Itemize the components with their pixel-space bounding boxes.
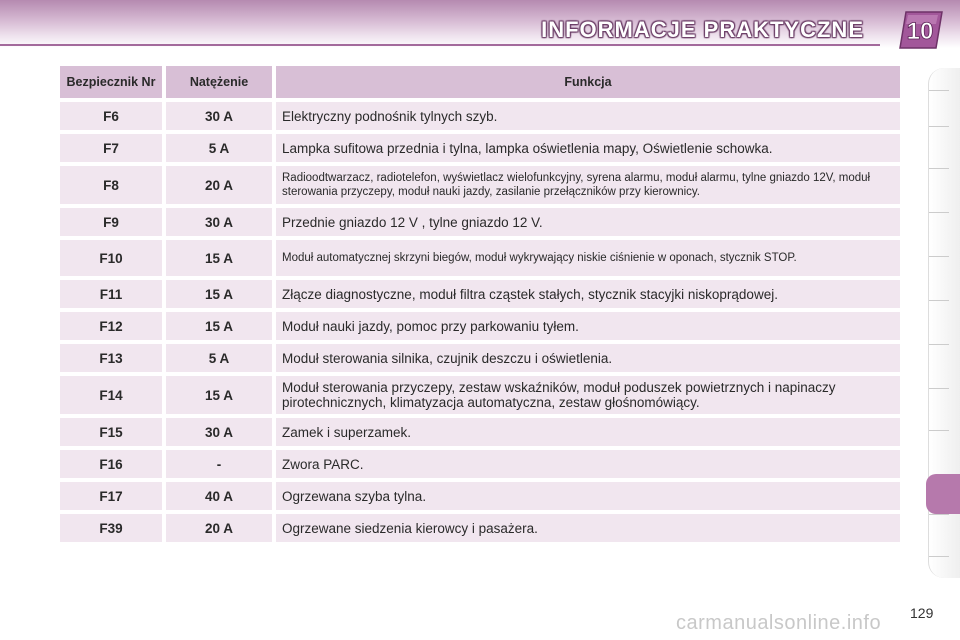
fuse-amperage: 30 A	[166, 208, 272, 236]
table-row	[60, 208, 900, 236]
fuse-amperage: 20 A	[166, 514, 272, 542]
fuse-amperage: 15 A	[166, 312, 272, 340]
side-tab-divider	[929, 556, 949, 557]
chapter-badge	[896, 10, 944, 50]
side-tab-divider	[929, 430, 949, 431]
fuse-function: Elektryczny podnośnik tylnych szyb.	[276, 102, 900, 130]
side-tab-divider	[929, 514, 949, 515]
fuse-amperage: 20 A	[166, 166, 272, 204]
chapter-number: 10	[906, 18, 934, 45]
column-header-function: Funkcja	[276, 66, 900, 98]
fuse-number: F39	[60, 514, 162, 542]
fuse-function: Moduł sterowania silnika, czujnik deszczu i oświetlenia.	[276, 344, 900, 372]
fuse-function: Lampka sufitowa przednia i tylna, lampka oświetlenia mapy, Oświetlenie schowka.	[276, 134, 900, 162]
table-row	[60, 240, 900, 276]
fuse-function: Przednie gniazdo 12 V , tylne gniazdo 12 V.	[276, 208, 900, 236]
side-tab-divider	[929, 388, 949, 389]
side-tab-divider	[929, 344, 949, 345]
fuse-function: Moduł automatycznej skrzyni biegów, moduł wykrywający niskie ciśnienie w oponach, stycznik STOP.	[276, 240, 900, 276]
fuse-amperage: 15 A	[166, 280, 272, 308]
table-row	[60, 376, 900, 414]
watermark: carmanualsonline.info	[676, 612, 882, 634]
fuse-number: F14	[60, 376, 162, 414]
fuse-amperage: 30 A	[166, 102, 272, 130]
fuse-number: F9	[60, 208, 162, 236]
page-number: 129	[910, 605, 934, 621]
side-tab-divider	[929, 300, 949, 301]
table-row	[60, 102, 900, 130]
fuse-number: F7	[60, 134, 162, 162]
fuse-amperage: 40 A	[166, 482, 272, 510]
fuse-function: Zamek i superzamek.	[276, 418, 900, 446]
fuse-number: F11	[60, 280, 162, 308]
header-underline	[0, 44, 880, 46]
fuse-function: Radioodtwarzacz, radiotelefon, wyświetlacz wielofunkcyjny, syrena alarmu, moduł alarmu, tylne gniazdo 12V, moduł sterowania przyczepy, moduł nauki jazdy, zasilanie przełączników przy kierownicy.	[276, 166, 900, 204]
fuse-number: F17	[60, 482, 162, 510]
fuse-function: Moduł sterowania przyczepy, zestaw wskaźników, moduł poduszek powietrznych i napinaczy pirotechnicznych, klimatyzacja automatyczna, zestaw głośnomówiący.	[276, 376, 900, 414]
table-row	[60, 418, 900, 446]
fuse-number: F10	[60, 240, 162, 276]
table-row	[60, 134, 900, 162]
fuse-number: F16	[60, 450, 162, 478]
table-row	[60, 344, 900, 372]
side-tab-divider	[929, 256, 949, 257]
fuse-function: Ogrzewana szyba tylna.	[276, 482, 900, 510]
side-tab-divider	[929, 212, 949, 213]
table-row	[60, 280, 900, 308]
fuse-function: Zwora PARC.	[276, 450, 900, 478]
fuse-table	[56, 62, 904, 546]
table-row	[60, 166, 900, 204]
fuse-number: F15	[60, 418, 162, 446]
table-row	[60, 450, 900, 478]
page-title: INFORMACJE PRAKTYCZNE	[541, 17, 864, 42]
fuse-amperage: -	[166, 450, 272, 478]
side-tab-divider	[929, 168, 949, 169]
table-row	[60, 312, 900, 340]
side-tab-active[interactable]	[926, 474, 960, 514]
fuse-function: Złącze diagnostyczne, moduł filtra cząstek stałych, stycznik stacyjki niskoprądowej.	[276, 280, 900, 308]
side-tab-divider	[929, 90, 949, 91]
table-row	[60, 514, 900, 542]
fuse-number: F6	[60, 102, 162, 130]
fuse-number: F13	[60, 344, 162, 372]
side-tab-divider	[929, 126, 949, 127]
table-header-row	[60, 66, 900, 98]
fuse-amperage: 5 A	[166, 344, 272, 372]
fuse-function: Moduł nauki jazdy, pomoc przy parkowaniu tyłem.	[276, 312, 900, 340]
table-row	[60, 482, 900, 510]
fuse-amperage: 30 A	[166, 418, 272, 446]
column-header-fuse: Bezpiecznik Nr	[60, 66, 162, 98]
column-header-amperage: Natężenie	[166, 66, 272, 98]
fuse-number: F8	[60, 166, 162, 204]
fuse-amperage: 15 A	[166, 240, 272, 276]
fuse-number: F12	[60, 312, 162, 340]
fuse-amperage: 15 A	[166, 376, 272, 414]
fuse-function: Ogrzewane siedzenia kierowcy i pasażera.	[276, 514, 900, 542]
fuse-amperage: 5 A	[166, 134, 272, 162]
